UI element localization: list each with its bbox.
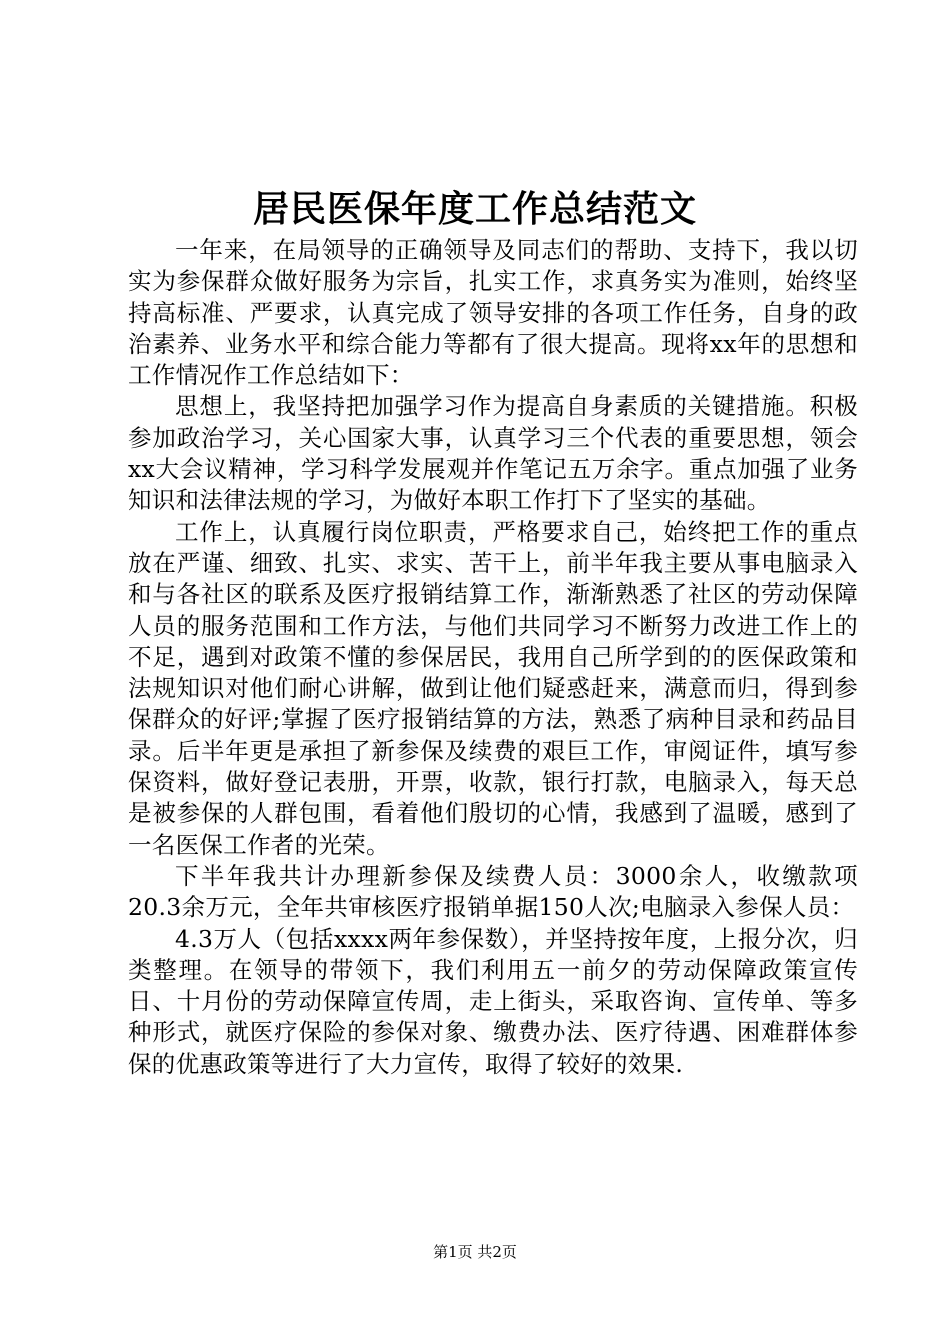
paragraph-thinking: 思想上，我坚持把加强学习作为提高自身素质的关键措施。积极参加政治学习，关心国家大事，认真学习三个代表的重要思想，领会xx大会议精神，学习科学发展观并作笔记五万余字。重点加强了业务知识和法律法规的学习，为做好本职工作打下了坚实的基础。: [128, 392, 858, 515]
paragraph-statistics: 下半年我共计办理新参保及续费人员：3000余人，收缴款项20.3余万元，全年共审核医疗报销单据150人次;电脑录入参保人员：: [128, 861, 858, 922]
document-body: [128, 235, 858, 1080]
page-footer: 第1页 共2页: [433, 1243, 517, 1261]
paragraph-intro: 一年来，在局领导的正确领导及同志们的帮助、支持下，我以切实为参保群众做好服务为宗旨，扎实工作，求真务实为准则，始终坚持高标准、严要求，认真完成了领导安排的各项工作任务，自身的政治素养、业务水平和综合能力等都有了很大提高。现将xx年的思想和工作情况作工作总结如下：: [128, 236, 858, 390]
document-title: 居民医保年度工作总结范文: [252, 188, 697, 230]
paragraph-publicity: 4.3万人（包括xxxx两年参保数），并坚持按年度，上报分次，归类整理。在领导的带领下，我们利用五一前夕的劳动保障政策宣传日、十月份的劳动保障宣传周，走上街头，采取咨询、宣传单、等多种形式，就医疗保险的参保对象、缴费办法、医疗待遇、困难群体参保的优惠政策等进行了大力宣传，取得了较好的效果.: [128, 924, 858, 1078]
paragraph-work: 工作上，认真履行岗位职责，严格要求自己，始终把工作的重点放在严谨、细致、扎实、求实、苦干上，前半年我主要从事电脑录入和与各社区的联系及医疗报销结算工作，渐渐熟悉了社区的劳动保障人员的服务范围和工作方法，与他们共同学习不断努力改进工作上的不足，遇到对政策不懂的参保居民，我用自己所学到的的医保政策和法规知识对他们耐心讲解，做到让他们疑惑赶来，满意而归，得到参保群众的好评;掌握了医疗报销结算的方法，熟悉了病种目录和药品目录。后半年更是承担了新参保及续费的艰巨工作，审阅证件，填写参保资料，做好登记表册，开票，收款，银行打款，电脑录入，每天总是被参保的人群包围，看着他们殷切的心情，我感到了温暖，感到了一名医保工作者的光荣。: [128, 517, 858, 859]
